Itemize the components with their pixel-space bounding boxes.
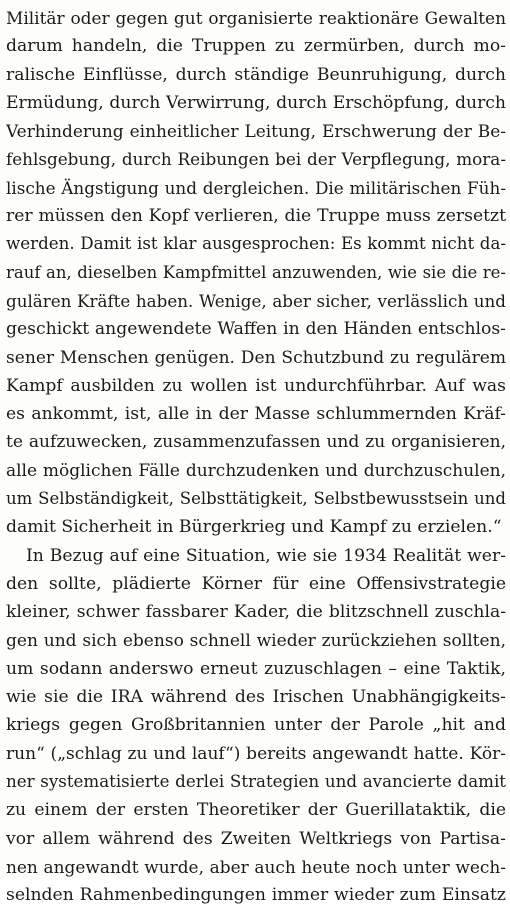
text-line: Militär oder gegen gut organisierte reaktionäre Gewalten [6, 8, 506, 28]
text-line: geschickt angewendete Waffen in den Händen entschlos- [6, 319, 506, 340]
text-line: Verhinderung einheitlicher Leitung, Erschwerung der Be- [6, 121, 506, 142]
text-line-first: In Bezug auf eine Situation, wie sie 1934 Realität wer- [26, 545, 506, 566]
text-line: lische Ängstigung und dergleichen. Die militärischen Füh- [6, 177, 506, 198]
text-line: Ermüdung, durch Verwirrung, durch Erschöpfung, durch [6, 92, 506, 113]
paragraph-koerner-strategy [6, 542, 506, 910]
text-line: wie sie die IRA während des Irischen Unabhängigkeits- [6, 687, 506, 708]
text-line: nen angewandt wurde, aber auch heute noch unter wech- [6, 856, 506, 877]
paragraph-quote-continuation [6, 4, 506, 542]
text-line: den sollte, plädierte Körner für eine Offensivstrategie [6, 573, 506, 594]
text-line: te aufzuwecken, zusammenzufassen und zu organisieren, [6, 432, 506, 453]
text-line: zu einem der ersten Theoretiker der Guerillataktik, die [6, 800, 506, 821]
text-line: kriegs gegen Großbritannien unter der Parole „hit and [6, 715, 506, 736]
text-line: rer müssen den Kopf verlieren, die Truppe muss zersetzt [6, 206, 506, 227]
text-line: damit Sicherheit in Bürgerkrieg und Kampf zu erzielen.“ [6, 517, 502, 538]
text-line: alle möglichen Fälle durchzudenken und durchzuschulen, [6, 460, 506, 481]
text-line: es ankommt, ist, alle in der Masse schlummernden Kräf- [6, 404, 506, 425]
text-line: rauf an, dieselben Kampfmittel anzuwenden, wie sie die re- [6, 262, 506, 282]
text-line: Kampf ausbilden zu wollen ist undurchführbar. Auf was [6, 375, 506, 396]
text-line: selnden Rahmenbedingungen immer wieder zum Einsatz [6, 885, 506, 906]
text-line: vor allem während des Zweiten Weltkriegs von Partisa- [6, 828, 506, 849]
text-line: um Selbständigkeit, Selbsttätigkeit, Selbstbewusstsein und [6, 489, 506, 509]
text-line: sener Menschen genügen. Den Schutzbund zu regulärem [6, 347, 506, 368]
text-line: run“ („schlag zu und lauf“) bereits angewandt hatte. Kör- [6, 743, 506, 764]
text-line: fehlsgebung, durch Reibungen bei der Verpflegung, mora- [6, 149, 506, 170]
body-text [6, 4, 506, 910]
text-line: ralische Einflüsse, durch ständige Beunruhigung, durch [6, 64, 506, 85]
text-line: kleiner, schwer fassbarer Kader, die blitzschnell zuschla- [6, 602, 506, 623]
text-line: ner systematisierte derlei Strategien und avancierte damit [6, 772, 506, 792]
text-line: gen und sich ebenso schnell wieder zurückziehen sollten, [6, 630, 506, 651]
text-line: gulären Kräfte haben. Wenige, aber sicher, verlässlich und [6, 290, 506, 311]
text-line: um sodann anderswo erneut zuzuschlagen – eine Taktik, [6, 658, 506, 679]
text-line: werden. Damit ist klar ausgesprochen: Es kommt nicht da- [6, 234, 506, 254]
text-line: darum handeln, die Truppen zu zermürben, durch mo- [6, 36, 506, 57]
